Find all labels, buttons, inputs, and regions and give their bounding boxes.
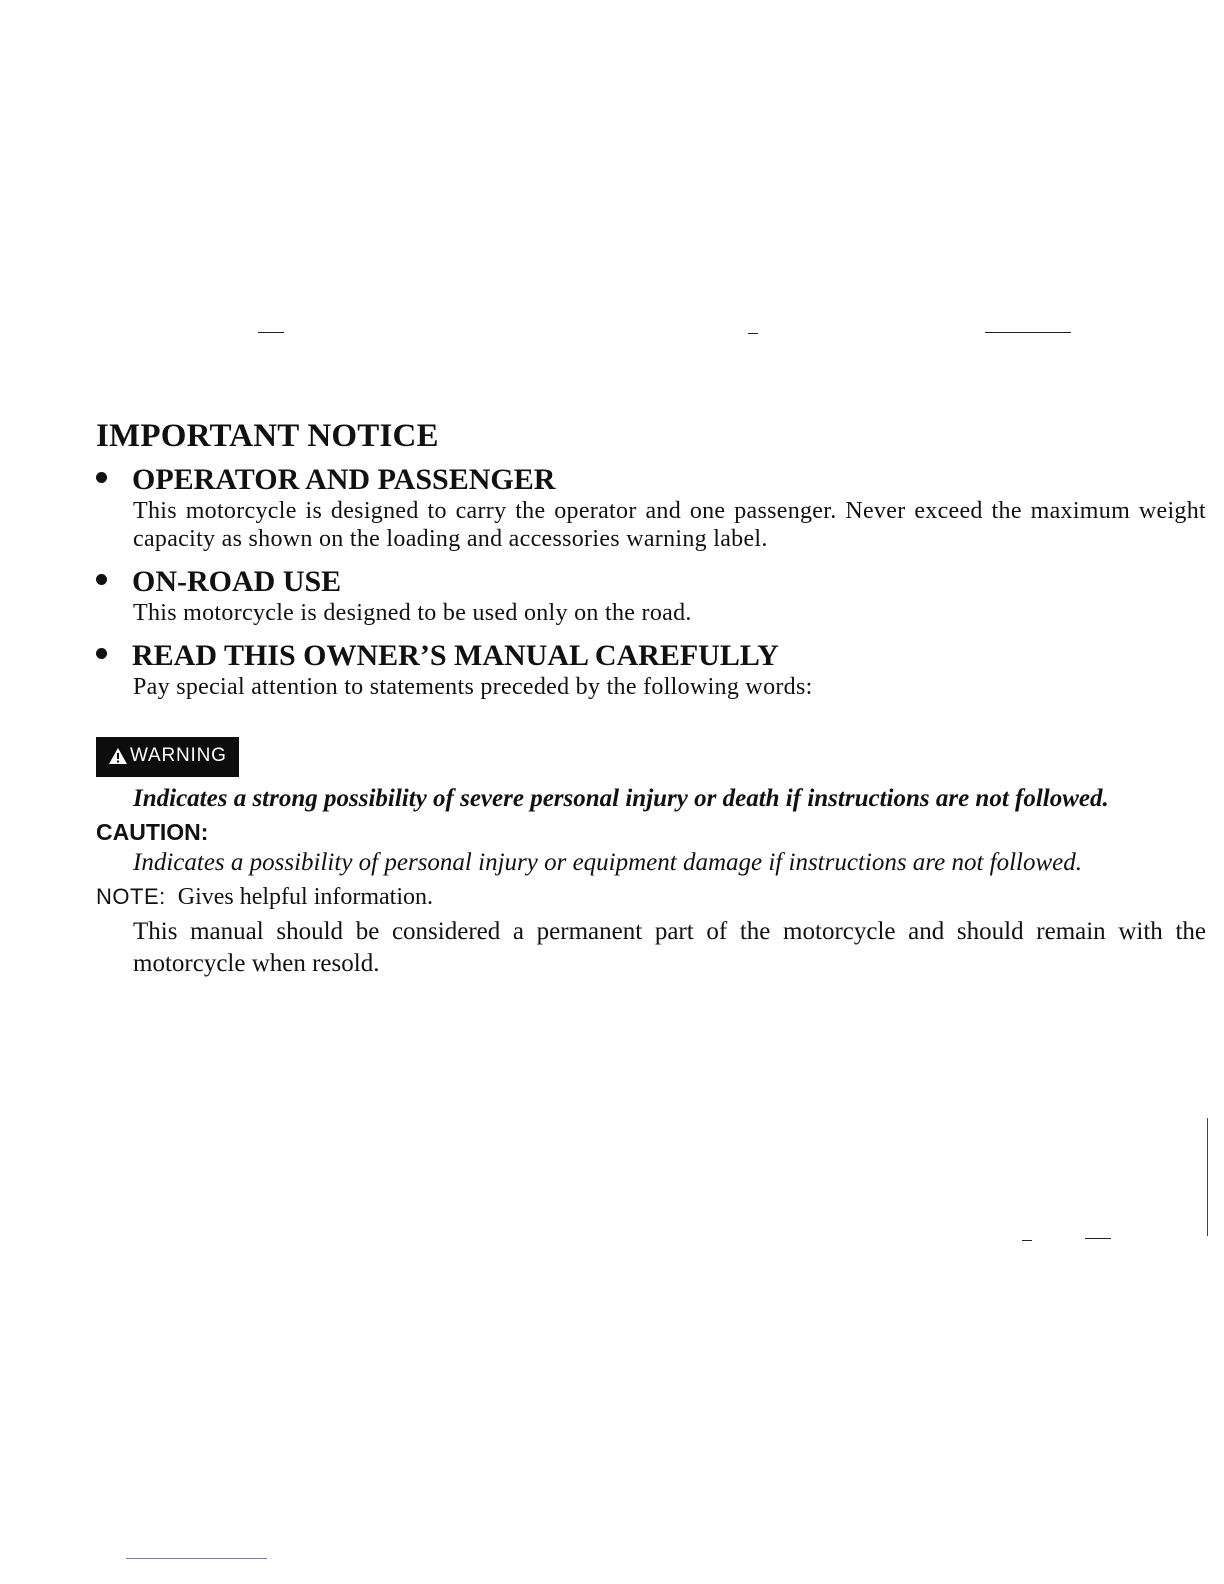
scan-mark — [258, 332, 284, 333]
bullet-icon — [96, 574, 107, 585]
section-operator-passenger — [96, 463, 1206, 553]
section-heading: ON-ROAD USE — [132, 565, 342, 598]
section-heading: OPERATOR AND PASSENGER — [132, 463, 556, 496]
scan-mark — [1022, 1240, 1032, 1241]
note-label: NOTE: — [96, 884, 166, 909]
warning-text: Indicates a strong possibility of severe personal injury or death if instructions are not followed. — [133, 785, 1109, 812]
warning-triangle-icon — [108, 747, 128, 765]
section-body: This motorcycle is designed to be used only on the road. — [133, 600, 692, 626]
note-line — [96, 880, 1206, 914]
section-on-road-use — [96, 565, 1206, 627]
note-text: Gives helpful information. — [177, 884, 434, 910]
bullet-icon — [96, 472, 107, 483]
bullet-icon — [96, 648, 107, 659]
section-body-text: This motorcycle is designed to carry the operator and one passenger. Never exceed the maximum weight capacity as shown on the loading and accessories warning label. — [133, 498, 1206, 552]
section-heading: READ THIS OWNER’S MANUAL CAREFULLY — [132, 639, 779, 672]
scan-mark — [1207, 1118, 1208, 1236]
notice-content — [96, 418, 1206, 980]
scan-mark — [748, 333, 758, 334]
section-body: Pay special attention to statements preceded by the following words: — [133, 674, 813, 700]
section-read-manual — [96, 639, 1206, 701]
scan-mark — [985, 332, 1071, 333]
scan-mark — [1085, 1238, 1111, 1239]
warning-label: WARNING — [130, 745, 227, 766]
caution-text: Indicates a possibility of personal injury or equipment damage if instructions are not followed. — [133, 849, 1083, 876]
warning-badge — [96, 737, 239, 777]
scan-mark — [126, 1558, 267, 1559]
caution-label: CAUTION: — [96, 819, 209, 845]
page-title: IMPORTANT NOTICE — [96, 418, 439, 454]
closing-paragraph: This manual should be considered a permanent part of the motorcycle and should remain with the motorcycle when resold. — [133, 918, 1206, 977]
section-body — [133, 497, 1206, 553]
